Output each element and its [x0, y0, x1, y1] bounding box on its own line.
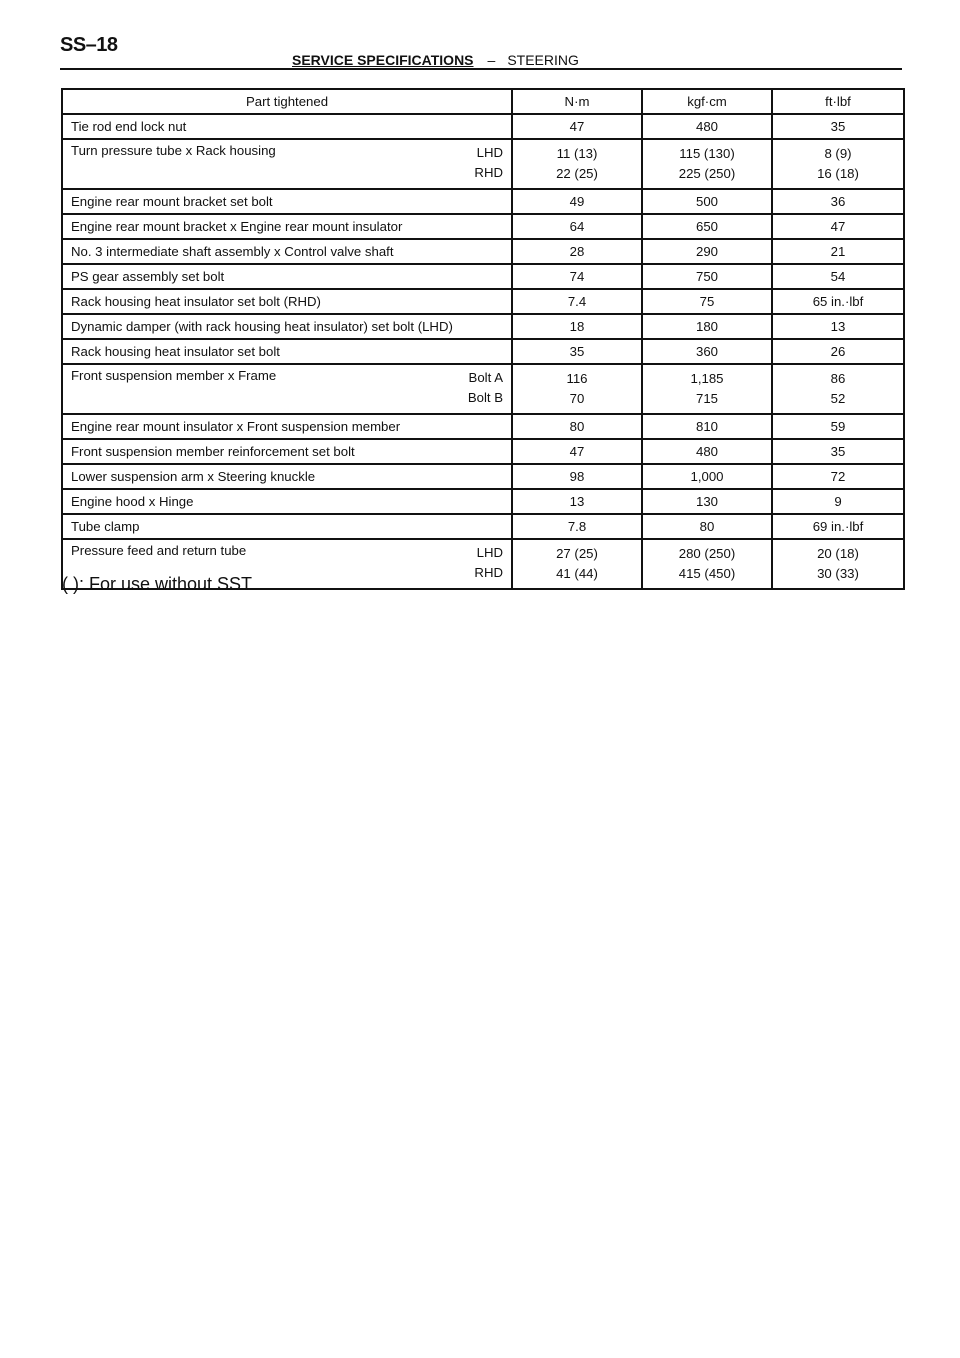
part-variant: RHD	[474, 165, 503, 180]
nm-value: 22 (25)	[556, 166, 598, 181]
part-name: Front suspension member x Frame	[71, 368, 277, 383]
nm-value-cell	[512, 139, 642, 189]
kgfcm-value: 480	[695, 443, 718, 459]
kgfcm-value: 180	[695, 318, 718, 334]
ftlbf-value-cell	[772, 464, 904, 489]
nm-value-cell	[512, 314, 642, 339]
part-name: Engine rear mount bracket x Engine rear mount insulator	[71, 219, 403, 234]
ftlbf-value: 35	[830, 118, 846, 134]
part-cell	[62, 514, 512, 539]
part-name: PS gear assembly set bolt	[71, 269, 225, 284]
ftlbf-value-cell	[772, 339, 904, 364]
part-cell	[62, 414, 512, 439]
kgfcm-value: 810	[695, 418, 718, 434]
page-header	[292, 52, 579, 68]
table-row	[62, 189, 904, 214]
ftlbf-value: 59	[830, 418, 846, 434]
part-name: Turn pressure tube x Rack housing	[71, 143, 276, 158]
nm-value-cell	[512, 289, 642, 314]
kgfcm-value-cell	[642, 364, 772, 414]
part-variants	[468, 368, 503, 408]
part-cell	[62, 139, 512, 189]
nm-value-cell	[512, 364, 642, 414]
kgfcm-value-cell	[642, 264, 772, 289]
part-name: Tube clamp	[71, 519, 140, 534]
kgfcm-value-cell	[642, 489, 772, 514]
header-separator: –	[487, 52, 496, 68]
kgfcm-value: 715	[695, 391, 718, 406]
column-header-part: Part tightened	[62, 89, 512, 114]
ftlbf-value: 35	[830, 443, 846, 459]
part-cell	[62, 439, 512, 464]
kgfcm-value: 80	[699, 518, 715, 534]
nm-value: 27 (25)	[556, 546, 598, 561]
column-header-nm: N·m	[512, 89, 642, 114]
nm-value-cell	[512, 539, 642, 589]
ftlbf-value: 30 (33)	[817, 566, 859, 581]
kgfcm-value: 360	[695, 343, 718, 359]
ftlbf-value: 72	[830, 468, 846, 484]
nm-value: 47	[569, 118, 585, 134]
nm-value: 41 (44)	[556, 566, 598, 581]
table-row	[62, 489, 904, 514]
table-row	[62, 514, 904, 539]
kgfcm-value: 130	[695, 493, 718, 509]
nm-value-cell	[512, 114, 642, 139]
kgfcm-value-cell	[642, 339, 772, 364]
part-cell	[62, 464, 512, 489]
ftlbf-value: 65 in.·lbf	[812, 293, 864, 309]
table-row	[62, 414, 904, 439]
part-variant: LHD	[476, 145, 503, 160]
ftlbf-value-cell	[772, 114, 904, 139]
ftlbf-value: 20 (18)	[817, 546, 859, 561]
part-variants	[474, 143, 503, 183]
table-row	[62, 139, 904, 189]
nm-value: 35	[569, 343, 585, 359]
part-cell	[62, 189, 512, 214]
table-row	[62, 464, 904, 489]
nm-value: 18	[569, 318, 585, 334]
kgfcm-value-cell	[642, 539, 772, 589]
nm-value: 7.8	[567, 518, 587, 534]
ftlbf-value-cell	[772, 539, 904, 589]
column-header-kgfcm: kgf·cm	[642, 89, 772, 114]
kgfcm-value: 290	[695, 243, 718, 259]
ftlbf-value: 54	[830, 268, 846, 284]
part-variant: Bolt A	[468, 370, 503, 385]
nm-value-cell	[512, 414, 642, 439]
table-row	[62, 239, 904, 264]
kgfcm-value-cell	[642, 514, 772, 539]
ftlbf-value: 26	[830, 343, 846, 359]
table-row	[62, 289, 904, 314]
nm-value: 116	[566, 371, 588, 386]
part-name: Engine hood x Hinge	[71, 494, 194, 509]
part-cell	[62, 214, 512, 239]
kgfcm-value: 1,185	[690, 371, 724, 386]
table-header-row	[62, 89, 904, 114]
nm-value: 64	[569, 218, 585, 234]
nm-value-cell	[512, 489, 642, 514]
part-cell	[62, 114, 512, 139]
nm-value: 47	[569, 443, 585, 459]
nm-value: 11 (13)	[556, 146, 598, 161]
kgfcm-value: 415 (450)	[678, 566, 736, 581]
header-rule	[60, 68, 902, 70]
part-cell	[62, 314, 512, 339]
ftlbf-value-cell	[772, 239, 904, 264]
part-name: Lower suspension arm x Steering knuckle	[71, 469, 316, 484]
ftlbf-value: 21	[830, 243, 846, 259]
nm-value: 98	[569, 468, 585, 484]
chapter-title: STEERING	[507, 52, 579, 68]
ftlbf-value-cell	[772, 189, 904, 214]
ftlbf-value-cell	[772, 514, 904, 539]
kgfcm-value: 480	[695, 118, 718, 134]
ftlbf-value: 13	[830, 318, 846, 334]
part-name: Dynamic damper (with rack housing heat insulator) set bolt (LHD)	[71, 319, 453, 334]
nm-value: 70	[569, 391, 585, 406]
kgfcm-value: 1,000	[690, 468, 724, 484]
ftlbf-value-cell	[772, 439, 904, 464]
nm-value: 74	[569, 268, 585, 284]
part-cell	[62, 489, 512, 514]
nm-value-cell	[512, 514, 642, 539]
ftlbf-value: 52	[830, 391, 846, 406]
ftlbf-value: 16 (18)	[817, 166, 859, 181]
table-body	[62, 114, 904, 589]
kgfcm-value: 280 (250)	[678, 546, 736, 561]
part-cell	[62, 364, 512, 414]
part-name: Tie rod end lock nut	[71, 119, 187, 134]
ftlbf-value-cell	[772, 414, 904, 439]
kgfcm-value: 750	[695, 268, 718, 284]
footnote: ( ): For use without SST	[62, 574, 253, 594]
part-name: Rack housing heat insulator set bolt	[71, 344, 280, 359]
nm-value: 7.4	[567, 293, 587, 309]
part-cell	[62, 339, 512, 364]
table-row	[62, 339, 904, 364]
part-variant: RHD	[474, 565, 503, 580]
kgfcm-value: 225 (250)	[678, 166, 736, 181]
kgfcm-value-cell	[642, 414, 772, 439]
part-cell	[62, 239, 512, 264]
column-header-ftlbf: ft·lbf	[772, 89, 904, 114]
kgfcm-value-cell	[642, 289, 772, 314]
table-row	[62, 364, 904, 414]
ftlbf-value-cell	[772, 289, 904, 314]
kgfcm-value-cell	[642, 189, 772, 214]
section-title: SERVICE SPECIFICATIONS	[292, 52, 474, 68]
ftlbf-value: 69 in.·lbf	[812, 518, 864, 534]
table-row	[62, 214, 904, 239]
ftlbf-value-cell	[772, 139, 904, 189]
ftlbf-value: 86	[830, 371, 846, 386]
part-name: Rack housing heat insulator set bolt (RHD)	[71, 294, 321, 309]
nm-value-cell	[512, 464, 642, 489]
ftlbf-value: 9	[834, 493, 842, 509]
table-row	[62, 114, 904, 139]
part-variant: LHD	[476, 545, 503, 560]
part-variants	[474, 543, 503, 583]
page-code: SS–18	[60, 34, 118, 56]
ftlbf-value-cell	[772, 364, 904, 414]
kgfcm-value: 115 (130)	[679, 146, 735, 161]
part-name: No. 3 intermediate shaft assembly x Control valve shaft	[71, 244, 394, 259]
nm-value-cell	[512, 264, 642, 289]
kgfcm-value: 75	[699, 293, 715, 309]
kgfcm-value: 500	[695, 193, 718, 209]
table-row	[62, 439, 904, 464]
kgfcm-value-cell	[642, 114, 772, 139]
ftlbf-value: 47	[830, 218, 846, 234]
kgfcm-value-cell	[642, 314, 772, 339]
part-cell	[62, 289, 512, 314]
part-name: Engine rear mount bracket set bolt	[71, 194, 273, 209]
nm-value-cell	[512, 439, 642, 464]
nm-value-cell	[512, 214, 642, 239]
part-cell	[62, 264, 512, 289]
kgfcm-value-cell	[642, 139, 772, 189]
ftlbf-value-cell	[772, 489, 904, 514]
ftlbf-value: 36	[830, 193, 846, 209]
nm-value-cell	[512, 239, 642, 264]
ftlbf-value: 8 (9)	[824, 146, 852, 161]
table-row	[62, 264, 904, 289]
kgfcm-value-cell	[642, 464, 772, 489]
kgfcm-value-cell	[642, 439, 772, 464]
part-name: Engine rear mount insulator x Front suspension member	[71, 419, 401, 434]
nm-value-cell	[512, 339, 642, 364]
kgfcm-value: 650	[695, 218, 718, 234]
ftlbf-value-cell	[772, 214, 904, 239]
kgfcm-value-cell	[642, 214, 772, 239]
ftlbf-value-cell	[772, 314, 904, 339]
nm-value: 49	[569, 193, 585, 209]
part-name: Pressure feed and return tube	[71, 543, 247, 558]
nm-value: 13	[569, 493, 585, 509]
ftlbf-value-cell	[772, 264, 904, 289]
part-name: Front suspension member reinforcement set bolt	[71, 444, 355, 459]
kgfcm-value-cell	[642, 239, 772, 264]
part-variant: Bolt B	[467, 390, 503, 405]
nm-value: 80	[569, 418, 585, 434]
nm-value-cell	[512, 189, 642, 214]
torque-spec-table	[61, 88, 905, 590]
table-row	[62, 314, 904, 339]
nm-value: 28	[569, 243, 585, 259]
